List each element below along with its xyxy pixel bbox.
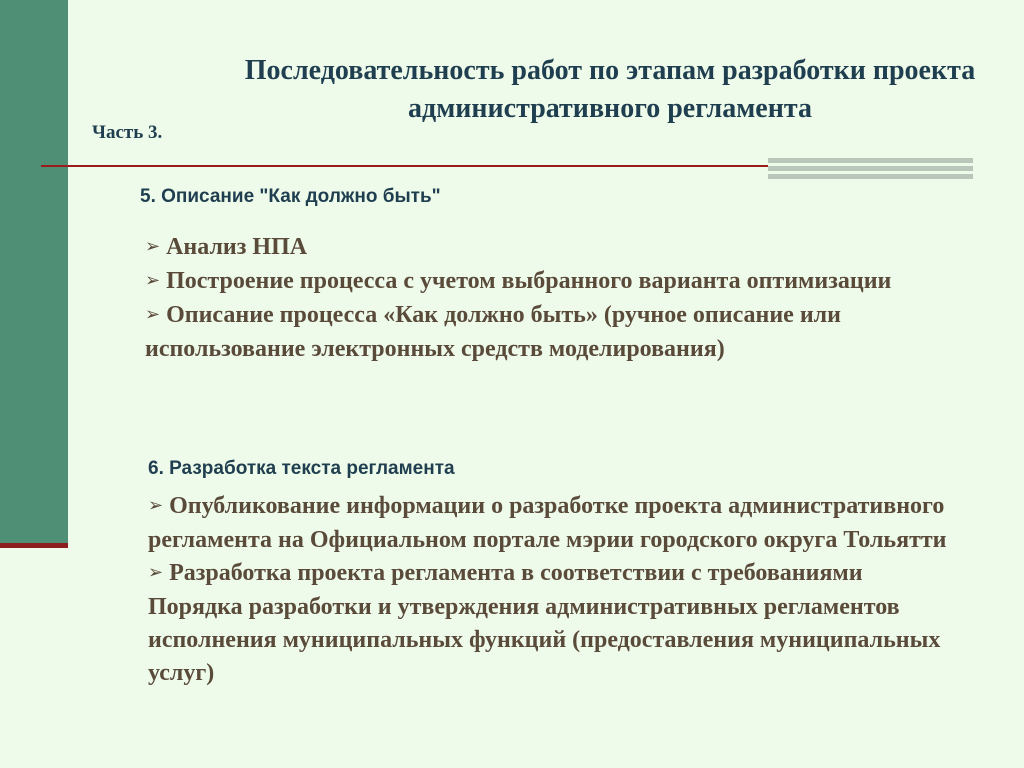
slide-title: Последовательность работ по этапам разработки проекта административного регламента [244, 55, 976, 124]
title-divider [41, 165, 768, 167]
section-heading-5: 5. Описание "Как должно быть" [140, 186, 441, 207]
arrow-bullet-icon: ➢ [145, 270, 161, 291]
part-label: Часть 3. [92, 122, 163, 143]
arrow-bullet-icon: ➢ [148, 562, 164, 583]
arrow-bullet-icon: ➢ [148, 495, 164, 516]
list-item: ➢ Анализ НПА [145, 234, 308, 260]
decorative-stripes [768, 158, 973, 180]
section-6-list [148, 490, 948, 690]
list-item: ➢ Построение процесса с учетом выбранного варианта оптимизации [145, 268, 892, 294]
list-item: ➢ Описание процесса «Как должно быть» (ручное описание или использование электронных средств моделирования) [145, 302, 841, 362]
side-band [0, 0, 68, 547]
arrow-bullet-icon: ➢ [145, 236, 161, 257]
list-item: ➢ Разработка проекта регламента в соответствии с требованиями Порядка разработки и утверждения административных регламентов исполнения муниципальных функций (предоставления муниципальных услуг) [148, 560, 941, 686]
section-5-list [145, 231, 975, 366]
arrow-bullet-icon: ➢ [145, 304, 161, 325]
section-heading-6: 6. Разработка текста регламента [148, 458, 455, 479]
list-item: ➢ Опубликование информации о разработке проекта административного регламента на Официальном портале мэрии городского округа Тольятти [148, 493, 947, 553]
side-band-accent-line [0, 543, 68, 548]
